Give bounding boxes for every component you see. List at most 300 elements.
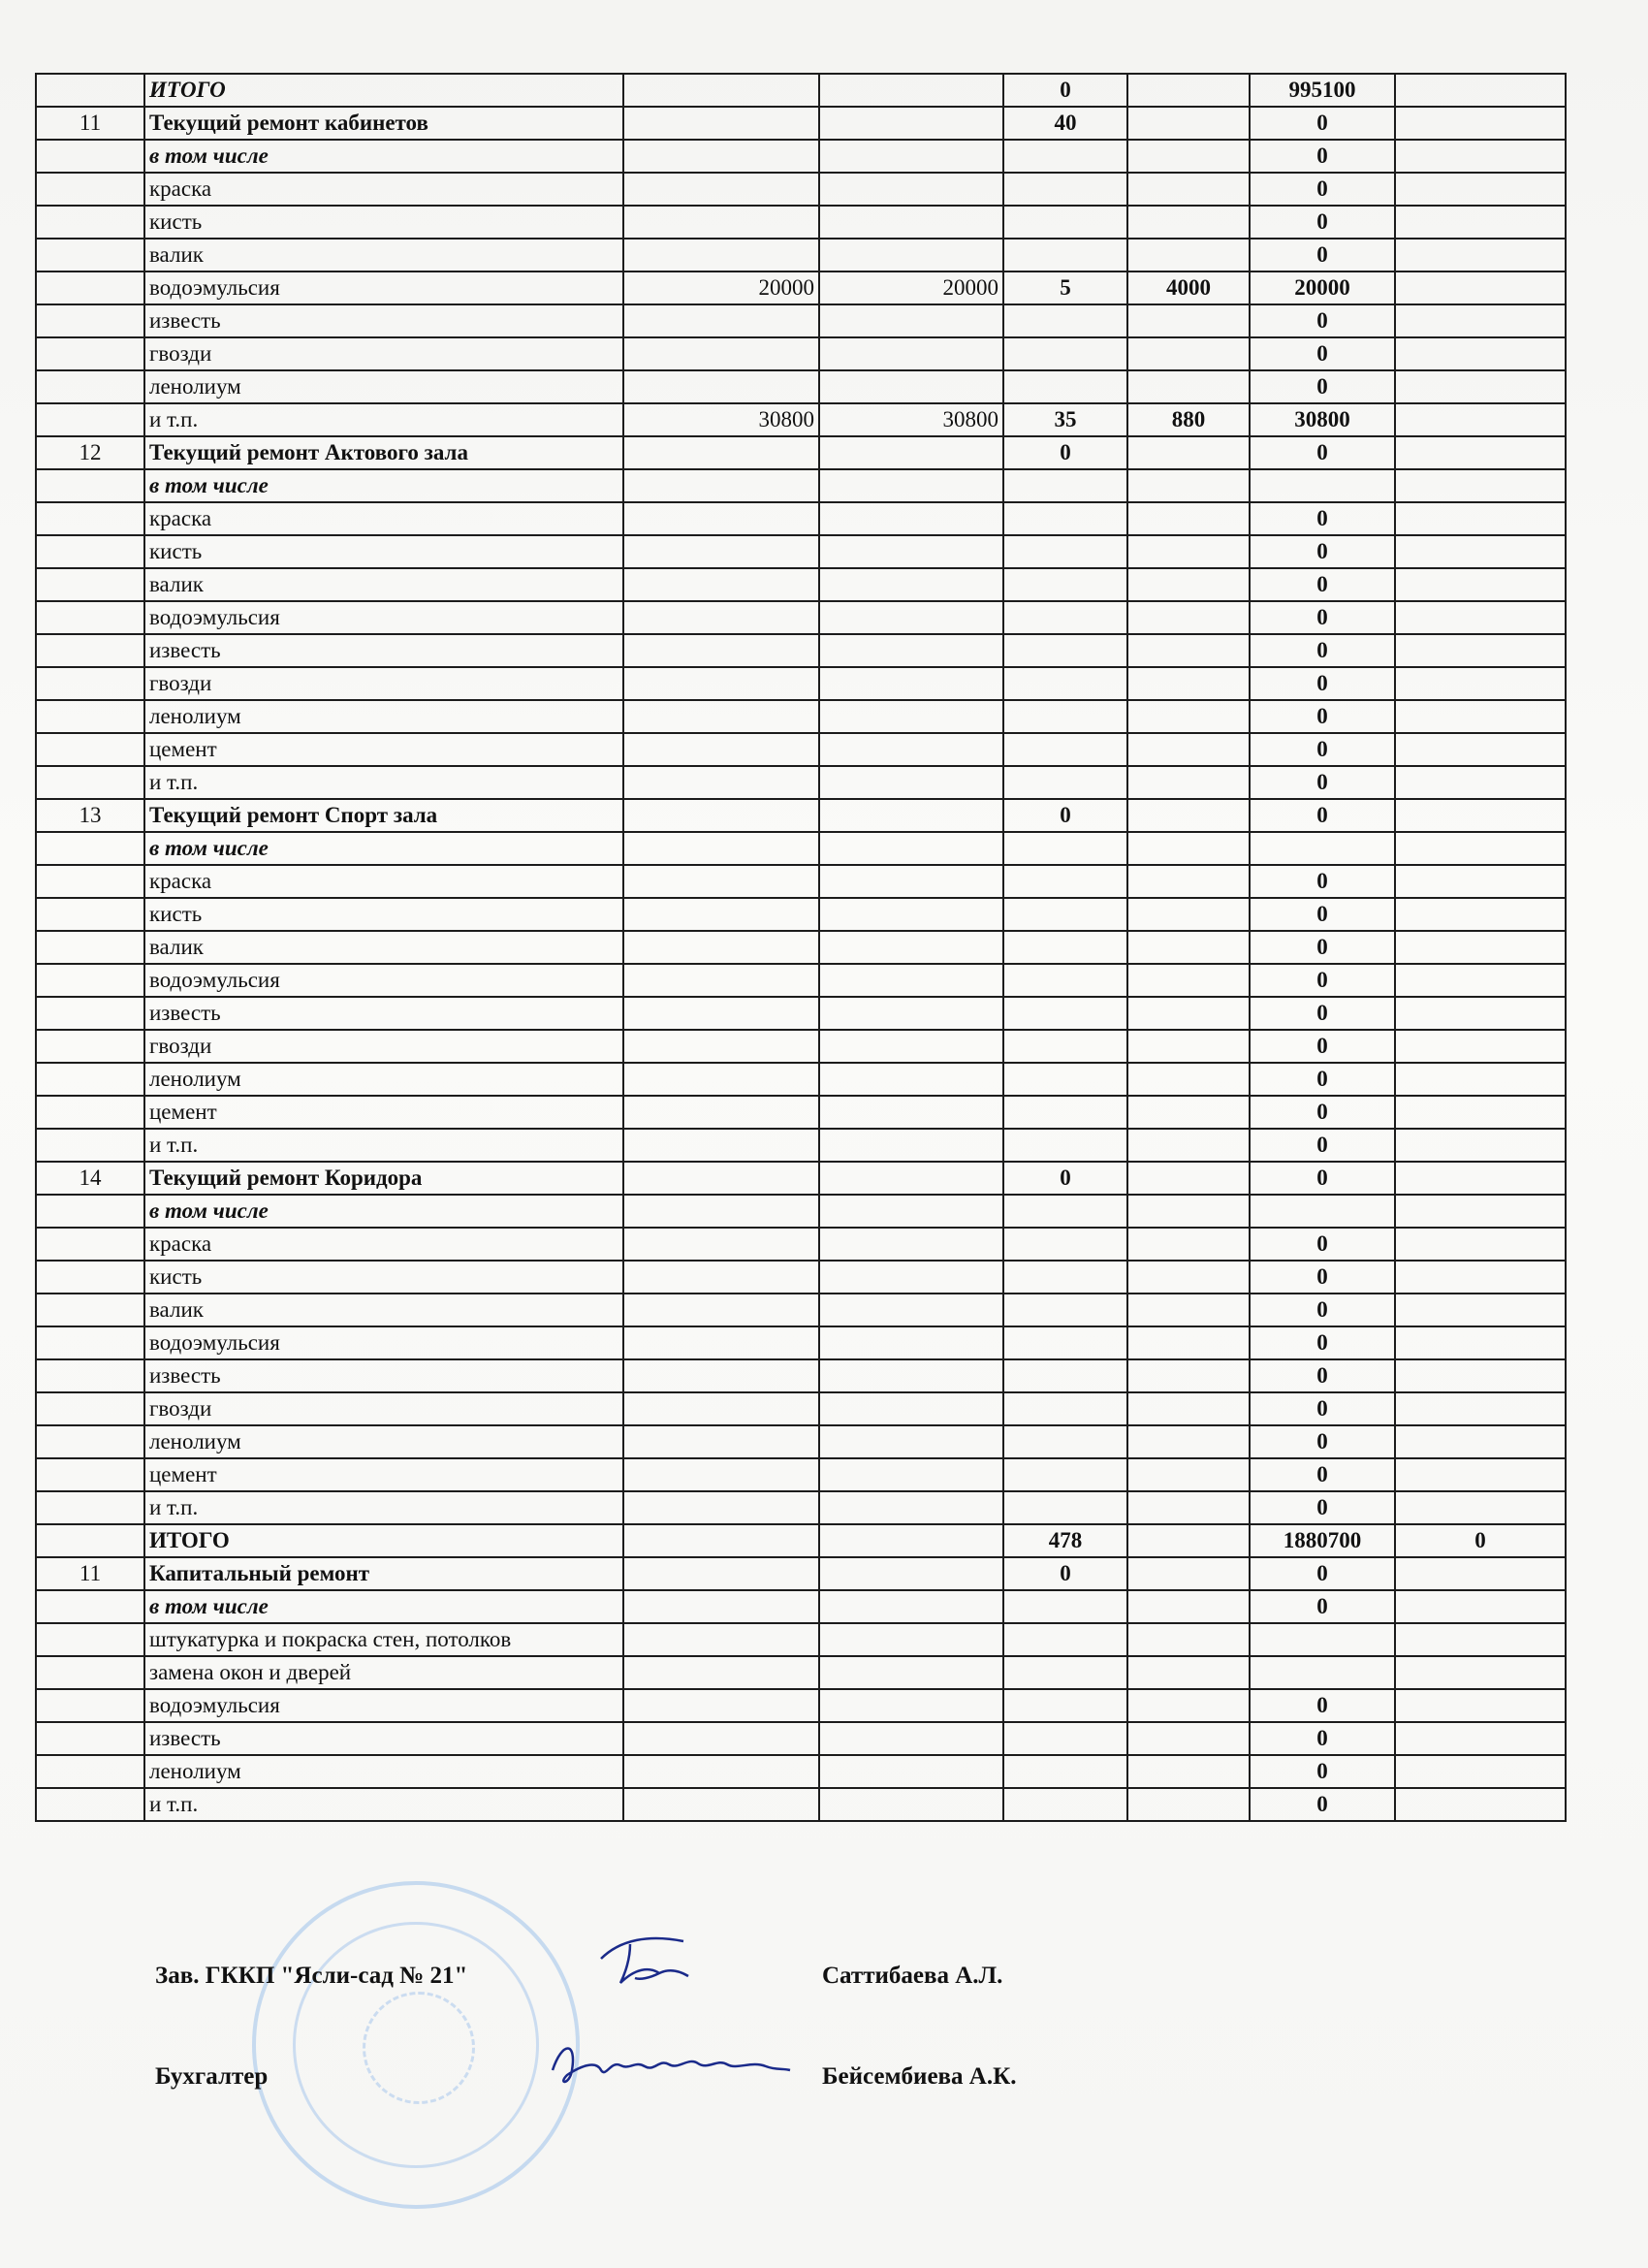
cell-f [1395,1491,1566,1524]
cell-e: 0 [1250,931,1395,964]
cell-name: цемент [144,1096,623,1129]
cell-e: 0 [1250,667,1395,700]
cell-f [1395,1162,1566,1195]
cell-b [819,832,1003,865]
cell-num [36,568,144,601]
cell-f [1395,173,1566,206]
cell-e: 0 [1250,1096,1395,1129]
cell-b [819,568,1003,601]
cell-d [1127,304,1250,337]
cell-d [1127,1458,1250,1491]
cell-a [623,997,819,1030]
cell-c [1003,239,1127,272]
cell-b [819,1195,1003,1228]
cell-b: 20000 [819,272,1003,304]
cell-f [1395,1689,1566,1722]
cell-num [36,304,144,337]
cell-e: 0 [1250,436,1395,469]
cell-e: 0 [1250,1063,1395,1096]
cell-d [1127,1524,1250,1557]
cell-c [1003,931,1127,964]
table-row [36,1590,1566,1623]
cell-num [36,1261,144,1294]
cell-f [1395,337,1566,370]
cell-c [1003,1030,1127,1063]
table-row [36,469,1566,502]
cell-b [819,799,1003,832]
cell-name: в том числе [144,832,623,865]
cell-e: 0 [1250,173,1395,206]
table-row [36,1689,1566,1722]
cell-e: 0 [1250,1162,1395,1195]
cell-name: в том числе [144,1590,623,1623]
cell-a [623,1294,819,1326]
cell-num [36,1524,144,1557]
cell-b [819,1524,1003,1557]
cell-b [819,1063,1003,1096]
cell-num [36,1689,144,1722]
cell-a [623,1458,819,1491]
table-row [36,1524,1566,1557]
cell-a [623,370,819,403]
cell-d [1127,1195,1250,1228]
cell-d [1127,1359,1250,1392]
cell-b [819,1359,1003,1392]
cell-c [1003,601,1127,634]
cell-f [1395,799,1566,832]
cell-b [819,535,1003,568]
cell-num [36,667,144,700]
cell-f [1395,1788,1566,1821]
cell-num [36,502,144,535]
cell-name: известь [144,1359,623,1392]
cell-e: 0 [1250,337,1395,370]
cell-num: 13 [36,799,144,832]
cell-f [1395,206,1566,239]
table-row [36,1030,1566,1063]
cell-e: 30800 [1250,403,1395,436]
cell-a [623,1491,819,1524]
cell-f [1395,1261,1566,1294]
cell-b: 30800 [819,403,1003,436]
table-row [36,568,1566,601]
cell-f [1395,502,1566,535]
cell-name: водоэмульсия [144,601,623,634]
table-row [36,601,1566,634]
cell-name: штукатурка и покраска стен, потолков [144,1623,623,1656]
cell-d [1127,1623,1250,1656]
cell-name: Текущий ремонт Спорт зала [144,799,623,832]
cell-num [36,535,144,568]
cell-d [1127,898,1250,931]
cell-c: 35 [1003,403,1127,436]
cell-num [36,1491,144,1524]
cell-d [1127,931,1250,964]
cell-num [36,1063,144,1096]
table-row [36,1261,1566,1294]
cell-c [1003,898,1127,931]
cell-f [1395,469,1566,502]
cell-c [1003,1623,1127,1656]
cell-d [1127,1129,1250,1162]
cell-num [36,239,144,272]
cell-a [623,1590,819,1623]
cell-d [1127,1030,1250,1063]
cell-c: 0 [1003,436,1127,469]
cell-e: 0 [1250,1590,1395,1623]
cell-name: гвозди [144,667,623,700]
cell-a [623,700,819,733]
cell-c [1003,1392,1127,1425]
cell-name: кисть [144,898,623,931]
cell-b [819,964,1003,997]
cell-e: 0 [1250,568,1395,601]
cell-b [819,766,1003,799]
cell-d [1127,436,1250,469]
cell-a [623,1096,819,1129]
cell-f [1395,898,1566,931]
cell-num [36,964,144,997]
cell-c [1003,997,1127,1030]
cell-e: 0 [1250,535,1395,568]
cell-c [1003,1689,1127,1722]
cell-d [1127,469,1250,502]
cell-d [1127,1491,1250,1524]
cell-name: Текущий ремонт кабинетов [144,107,623,140]
cell-name: краска [144,865,623,898]
cell-num [36,1590,144,1623]
table-row [36,1425,1566,1458]
cell-d [1127,1689,1250,1722]
cell-name: гвозди [144,1030,623,1063]
cell-c [1003,1425,1127,1458]
cell-b [819,1326,1003,1359]
cell-name: известь [144,304,623,337]
cell-num [36,1129,144,1162]
cell-b [819,1030,1003,1063]
cell-name: краска [144,1228,623,1261]
cell-num [36,997,144,1030]
cell-num [36,337,144,370]
cell-c [1003,1788,1127,1821]
cell-num [36,74,144,107]
cell-e: 0 [1250,1228,1395,1261]
head-name: Саттибаева А.Л. [822,1963,1003,1989]
table-row [36,1162,1566,1195]
table-row [36,304,1566,337]
table-row [36,1096,1566,1129]
cell-d [1127,1590,1250,1623]
cell-b [819,1425,1003,1458]
cell-b [819,1162,1003,1195]
round-seal-icon [252,1881,580,2209]
cell-c: 0 [1003,1557,1127,1590]
table-row [36,436,1566,469]
cell-a [623,1524,819,1557]
cell-name: водоэмульсия [144,1689,623,1722]
cell-a [623,469,819,502]
cell-a [623,601,819,634]
cell-e [1250,1195,1395,1228]
cell-d [1127,997,1250,1030]
table-row [36,997,1566,1030]
cell-c [1003,1294,1127,1326]
table-row [36,1623,1566,1656]
cell-num [36,1326,144,1359]
table-row [36,1755,1566,1788]
table-row [36,403,1566,436]
cell-a [623,1030,819,1063]
cell-d [1127,1392,1250,1425]
cell-a [623,1425,819,1458]
cell-a [623,964,819,997]
cell-a [623,239,819,272]
cell-c [1003,1063,1127,1096]
table-row [36,1392,1566,1425]
cell-f [1395,931,1566,964]
cell-num: 11 [36,1557,144,1590]
cell-a [623,733,819,766]
accountant-title: Бухгалтер [155,2063,269,2090]
cell-e: 0 [1250,1392,1395,1425]
cell-e: 1880700 [1250,1524,1395,1557]
cell-a [623,1129,819,1162]
cell-name: гвозди [144,337,623,370]
cell-d [1127,1326,1250,1359]
cell-num: 11 [36,107,144,140]
table-row [36,964,1566,997]
cell-b [819,601,1003,634]
cell-d [1127,337,1250,370]
cell-num [36,700,144,733]
accountant-signature-icon [543,2031,795,2099]
cell-a [623,1656,819,1689]
cell-name: ленолиум [144,1063,623,1096]
cell-c: 5 [1003,272,1127,304]
cell-c [1003,1755,1127,1788]
cell-num [36,832,144,865]
cell-f [1395,1195,1566,1228]
cell-name: и т.п. [144,1788,623,1821]
cell-f [1395,1096,1566,1129]
head-title: Зав. ГККП "Ясли-сад № 21" [155,1963,468,1989]
cell-a [623,568,819,601]
cell-a [623,304,819,337]
table-row [36,74,1566,107]
cell-e: 0 [1250,1359,1395,1392]
cell-d [1127,1096,1250,1129]
cell-f [1395,1425,1566,1458]
cell-e: 0 [1250,799,1395,832]
cell-d [1127,370,1250,403]
cell-num [36,1030,144,1063]
cell-f [1395,568,1566,601]
cell-a [623,502,819,535]
cell-b [819,1491,1003,1524]
cell-b [819,997,1003,1030]
cell-a [623,1228,819,1261]
table-row [36,1063,1566,1096]
cell-c: 40 [1003,107,1127,140]
cell-d [1127,832,1250,865]
cell-a [623,1689,819,1722]
cell-f [1395,403,1566,436]
cell-d [1127,667,1250,700]
cell-a [623,1195,819,1228]
cell-c [1003,1129,1127,1162]
cell-name: цемент [144,733,623,766]
cell-name: валик [144,931,623,964]
cell-f [1395,667,1566,700]
cell-a [623,1359,819,1392]
cell-d [1127,1656,1250,1689]
cell-d [1127,799,1250,832]
cell-c [1003,206,1127,239]
cell-d [1127,865,1250,898]
cell-name: краска [144,173,623,206]
cell-name: ИТОГО [144,1524,623,1557]
cell-a [623,1722,819,1755]
table-row [36,1228,1566,1261]
cell-e: 0 [1250,733,1395,766]
cell-e: 0 [1250,1755,1395,1788]
cell-num: 12 [36,436,144,469]
cell-name: ленолиум [144,700,623,733]
cell-b [819,1557,1003,1590]
cell-f [1395,766,1566,799]
cell-e: 0 [1250,1425,1395,1458]
cell-num: 14 [36,1162,144,1195]
cell-a [623,74,819,107]
cell-a [623,107,819,140]
table-row [36,766,1566,799]
cell-d [1127,1755,1250,1788]
cell-c [1003,832,1127,865]
cell-c [1003,140,1127,173]
cell-e: 0 [1250,1458,1395,1491]
cell-name: в том числе [144,140,623,173]
cell-d [1127,1261,1250,1294]
cell-f [1395,997,1566,1030]
cell-e: 0 [1250,1557,1395,1590]
cell-e: 995100 [1250,74,1395,107]
cell-d [1127,502,1250,535]
cell-a [623,1788,819,1821]
cell-a [623,173,819,206]
cell-name: кисть [144,1261,623,1294]
cell-b [819,1755,1003,1788]
cell-d [1127,1162,1250,1195]
cell-a: 30800 [623,403,819,436]
cell-b [819,931,1003,964]
cell-d [1127,107,1250,140]
cell-b [819,107,1003,140]
cell-name: гвозди [144,1392,623,1425]
table-row [36,799,1566,832]
table-row [36,865,1566,898]
cell-num [36,370,144,403]
cell-f [1395,1063,1566,1096]
cell-a [623,337,819,370]
cell-c [1003,304,1127,337]
cell-c [1003,1491,1127,1524]
cell-name: известь [144,634,623,667]
cell-d [1127,1228,1250,1261]
cell-c [1003,1326,1127,1359]
table-row [36,1458,1566,1491]
cell-f [1395,74,1566,107]
cell-name: кисть [144,535,623,568]
cell-e: 0 [1250,502,1395,535]
cell-f [1395,239,1566,272]
table-row [36,1195,1566,1228]
cell-b [819,239,1003,272]
table-row [36,931,1566,964]
cell-f [1395,1326,1566,1359]
cell-e: 0 [1250,1788,1395,1821]
cell-c [1003,1359,1127,1392]
cell-e: 0 [1250,1722,1395,1755]
cell-b [819,667,1003,700]
cell-f [1395,436,1566,469]
cell-d [1127,173,1250,206]
table-row [36,832,1566,865]
cell-num [36,1359,144,1392]
cell-f [1395,1228,1566,1261]
cell-f [1395,304,1566,337]
cell-f [1395,733,1566,766]
cell-e: 0 [1250,766,1395,799]
cell-b [819,1623,1003,1656]
cell-e: 20000 [1250,272,1395,304]
cell-num [36,1755,144,1788]
cell-num [36,206,144,239]
cell-name: водоэмульсия [144,272,623,304]
cell-c [1003,469,1127,502]
cell-e: 0 [1250,1326,1395,1359]
cell-b [819,1689,1003,1722]
table-row [36,1491,1566,1524]
cell-a [623,436,819,469]
cell-name: и т.п. [144,1129,623,1162]
cell-name: и т.п. [144,766,623,799]
table-row [36,173,1566,206]
cell-c: 0 [1003,1162,1127,1195]
cell-e: 0 [1250,239,1395,272]
cell-a [623,1063,819,1096]
cell-d [1127,766,1250,799]
cell-b [819,304,1003,337]
cell-name: валик [144,239,623,272]
cell-f [1395,1557,1566,1590]
cell-f [1395,1722,1566,1755]
cell-b [819,1590,1003,1623]
cell-a [623,140,819,173]
cell-b [819,469,1003,502]
table-row [36,700,1566,733]
cell-a [623,206,819,239]
cell-c [1003,337,1127,370]
cell-d [1127,733,1250,766]
cell-b [819,173,1003,206]
cell-e: 0 [1250,601,1395,634]
cell-num [36,898,144,931]
cell-c [1003,1590,1127,1623]
table-row [36,1359,1566,1392]
cell-d [1127,140,1250,173]
cell-name: Текущий ремонт Коридора [144,1162,623,1195]
table-row [36,107,1566,140]
